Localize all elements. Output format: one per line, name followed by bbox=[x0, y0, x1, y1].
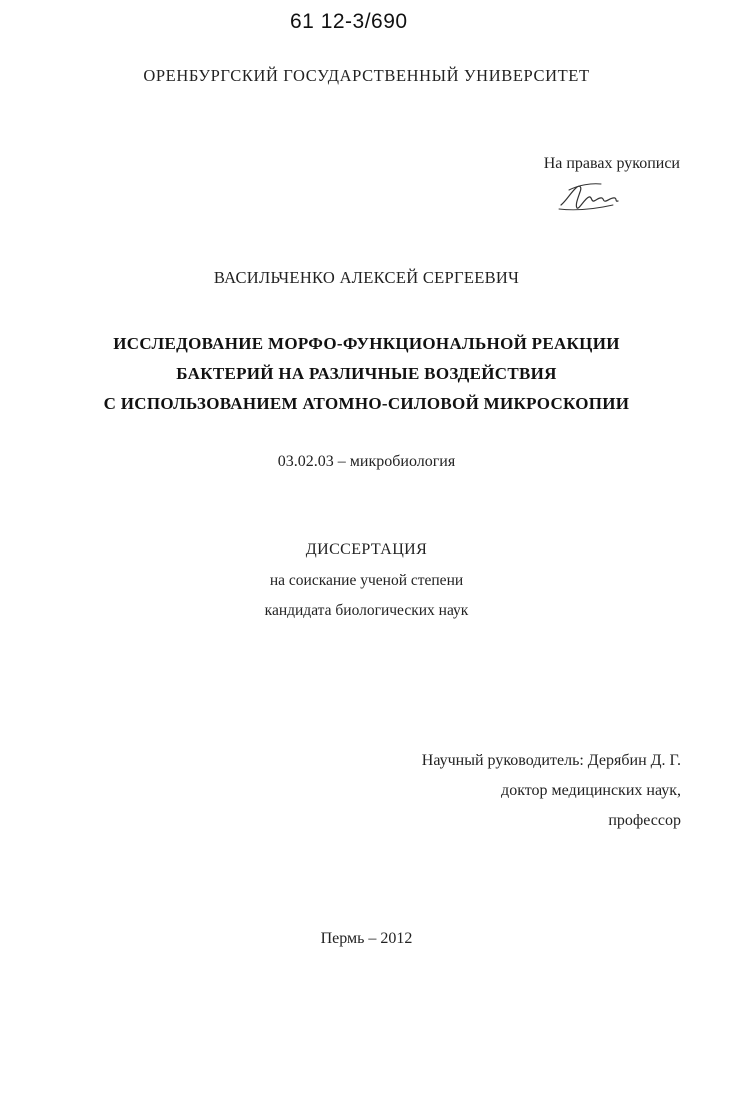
handwritten-signature bbox=[555, 178, 625, 214]
specialty-code: 03.02.03 – микробиология bbox=[277, 453, 456, 470]
author-name: ВАСИЛЬЧЕНКО АЛЕКСЕЙ СЕРГЕЕВИЧ bbox=[213, 268, 520, 287]
dissertation-title-line-3: С ИСПОЛЬЗОВАНИЕМ АТОМНО-СИЛОВОЙ МИКРОСКОПИИ bbox=[103, 394, 630, 413]
supervisor-name: Научный руководитель: Дерябин Д. Г. bbox=[421, 752, 681, 769]
archive-number: 61 12-3/690 bbox=[290, 10, 408, 33]
degree-line-2: кандидата биологических наук bbox=[264, 602, 469, 619]
dissertation-title-line-2: БАКТЕРИЙ НА РАЗЛИЧНЫЕ ВОЗДЕЙСТВИЯ bbox=[176, 364, 557, 383]
university-name: ОРЕНБУРГСКИЙ ГОСУДАРСТВЕННЫЙ УНИВЕРСИТЕТ bbox=[143, 66, 590, 85]
supervisor-degree: доктор медицинских наук, bbox=[501, 782, 681, 799]
city-year: Пермь – 2012 bbox=[320, 930, 413, 947]
manuscript-note: На правах рукописи bbox=[543, 155, 680, 172]
supervisor-title: профессор bbox=[608, 812, 681, 829]
document-type: ДИССЕРТАЦИЯ bbox=[305, 541, 428, 558]
dissertation-title-line-1: ИССЛЕДОВАНИЕ МОРФО-ФУНКЦИОНАЛЬНОЙ РЕАКЦИИ bbox=[113, 334, 620, 353]
degree-line-1: на соискание ученой степени bbox=[269, 572, 464, 589]
